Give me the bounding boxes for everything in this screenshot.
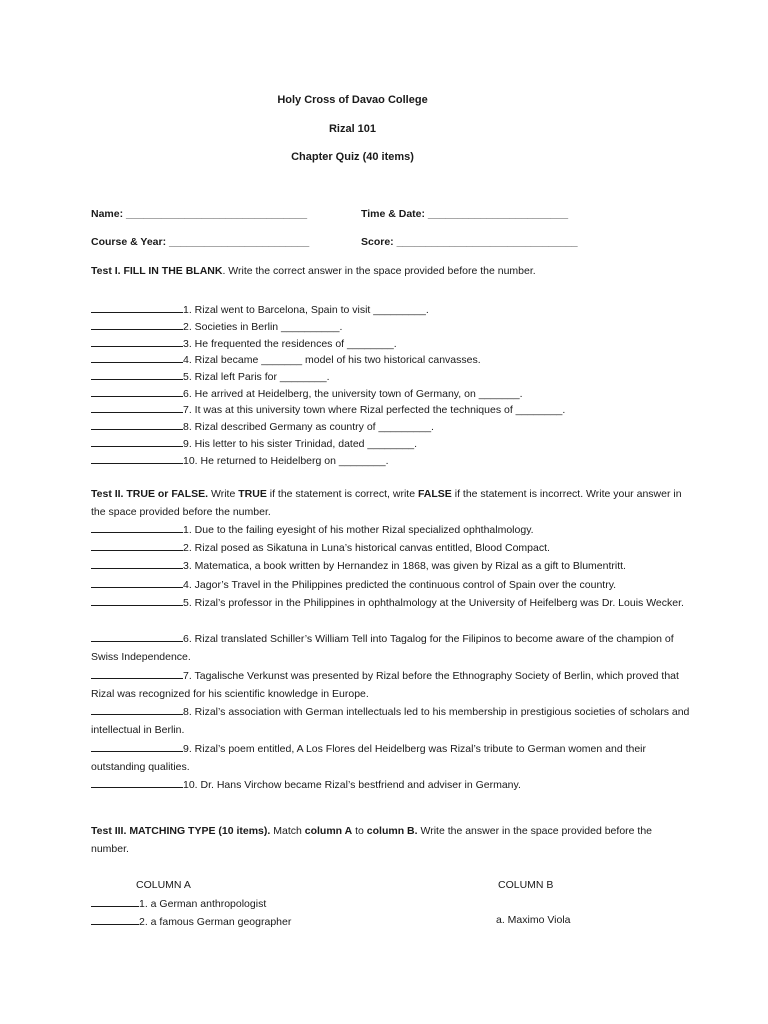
column-a-header: COLUMN A [136, 879, 191, 891]
answer-blank [91, 914, 139, 925]
item-text: 6. Rizal translated Schiller’s William Tell into Tagalog for the Filipinos to become aware of the champion of Swiss Independence. [91, 633, 674, 663]
test3-instruction-part: Write the answer in the space provided before the number. [91, 825, 653, 855]
test1-item [91, 436, 417, 450]
item-text: 5. Rizal’s professor in the Philippines in ophthalmology at the University of Heifelberg was Dr. Louis Wecker. [183, 597, 684, 609]
answer-blank [91, 419, 183, 430]
column-a-item [91, 896, 266, 910]
test2-item [91, 539, 691, 557]
answer-blank [91, 402, 183, 413]
test2-instruction-part: if the statement is correct, write [266, 488, 418, 500]
item-text: 2. a famous German geographer [139, 916, 292, 928]
item-text: 2. Societies in Berlin __________. [183, 321, 343, 333]
answer-blank [91, 453, 183, 464]
test2-item [91, 557, 691, 575]
column-a-keyword: column A [304, 825, 353, 837]
course-title: Rizal 101 [328, 123, 377, 135]
test2-item [91, 667, 691, 703]
item-text: 6. He arrived at Heidelberg, the university town of Germany, on _______. [183, 388, 523, 400]
answer-blank [91, 558, 183, 569]
item-text: 8. Rizal’s association with German intellectuals led to his membership in prestigious societies of scholars and intellectual in Berlin. [91, 706, 690, 736]
answer-blank [91, 319, 183, 330]
test1-item [91, 352, 481, 366]
test1-title: Test I. FILL IN THE BLANK [91, 265, 223, 277]
test1-item [91, 336, 397, 350]
answer-blank [91, 540, 183, 551]
answer-blank [91, 668, 183, 679]
test1-item [91, 386, 523, 400]
item-text: 1. a German anthropologist [139, 898, 267, 910]
item-text: 7. Tagalische Verkunst was presented by Rizal before the Ethnography Society of Berlin, which proved that Rizal was recognized for his scientific knowledge in Europe. [91, 670, 679, 700]
test2-title: Test II. TRUE or FALSE. [91, 488, 209, 500]
column-b-keyword: column B. [366, 825, 418, 837]
school-name: Holy Cross of Davao College [277, 94, 428, 106]
item-text: 3. Matematica, a book written by Hernandez in 1868, was given by Rizal as a gift to Blumentritt. [183, 560, 626, 572]
column-b-item: a. Maximo Viola [496, 914, 571, 926]
item-text: 9. Rizal’s poem entitled, A Los Flores del Heidelberg was Rizal’s tribute to German women and their outstanding qualities. [91, 743, 647, 773]
test1-instructions: . Write the correct answer in the space provided before the number. [222, 265, 536, 277]
test1-heading [91, 265, 536, 277]
answer-blank [91, 741, 183, 752]
test2-item [91, 594, 691, 612]
item-text: 4. Rizal became _______ model of his two historical canvasses. [183, 354, 481, 366]
test3-instruction-part: to [352, 825, 367, 837]
column-a-item [91, 914, 291, 928]
test2-instruction-part: Write [208, 488, 239, 500]
true-keyword: TRUE [238, 488, 267, 500]
answer-blank [91, 352, 183, 363]
test1-item [91, 419, 434, 433]
name-field: Name: _______________________________ [91, 208, 308, 220]
item-text: 9. His letter to his sister Trinidad, dated ________. [183, 438, 418, 450]
answer-blank [91, 704, 183, 715]
answer-blank [91, 386, 183, 397]
item-text: 10. He returned to Heidelberg on ________. [183, 455, 389, 467]
answer-blank [91, 631, 183, 642]
test2-item [91, 521, 691, 539]
answer-blank [91, 777, 183, 788]
test2-item [91, 703, 691, 739]
false-keyword: FALSE [417, 488, 452, 500]
item-text: 5. Rizal left Paris for ________. [183, 371, 330, 383]
test1-item [91, 369, 330, 383]
item-text: 3. He frequented the residences of ________. [183, 338, 397, 350]
answer-blank [91, 436, 183, 447]
test2-instruction-part: if the statement is incorrect. Write your answer in the space provided before the number. [91, 488, 682, 518]
item-text: 4. Jagor’s Travel in the Philippines predicted the continuous control of Spain over the country. [183, 579, 617, 591]
test1-item [91, 319, 342, 333]
answer-blank [91, 896, 139, 907]
test3-instruction-part: Match [270, 825, 305, 837]
answer-blank [91, 336, 183, 347]
test2-item [91, 776, 691, 794]
answer-blank [91, 522, 183, 533]
score-field: Score: _______________________________ [361, 236, 578, 248]
test3-title: Test III. MATCHING TYPE (10 items). [91, 825, 271, 837]
test2-heading [91, 485, 691, 521]
answer-blank [91, 369, 183, 380]
test1-item [91, 402, 565, 416]
test1-item [91, 302, 429, 316]
item-text: 2. Rizal posed as Sikatuna in Luna’s historical canvas entitled, Blood Compact. [183, 542, 550, 554]
item-text: 1. Due to the failing eyesight of his mother Rizal specialized ophthalmology. [183, 524, 534, 536]
test2-item [91, 740, 691, 776]
item-text: 1. Rizal went to Barcelona, Spain to visit _________. [183, 304, 429, 316]
item-text: 7. It was at this university town where Rizal perfected the techniques of ________. [183, 404, 566, 416]
answer-blank [91, 302, 183, 313]
answer-blank [91, 577, 183, 588]
test3-heading [91, 822, 691, 858]
item-text: 8. Rizal described Germany as country of _________. [183, 421, 434, 433]
test1-item [91, 453, 388, 467]
column-b-header: COLUMN B [498, 879, 554, 891]
test2-item [91, 630, 691, 666]
course-year-field: Course & Year: ________________________ [91, 236, 310, 248]
test2-item [91, 576, 691, 594]
time-date-field: Time & Date: ________________________ [361, 208, 569, 220]
item-text: 10. Dr. Hans Virchow became Rizal’s bestfriend and adviser in Germany. [183, 779, 521, 791]
answer-blank [91, 595, 183, 606]
quiz-title: Chapter Quiz (40 items) [291, 151, 414, 163]
